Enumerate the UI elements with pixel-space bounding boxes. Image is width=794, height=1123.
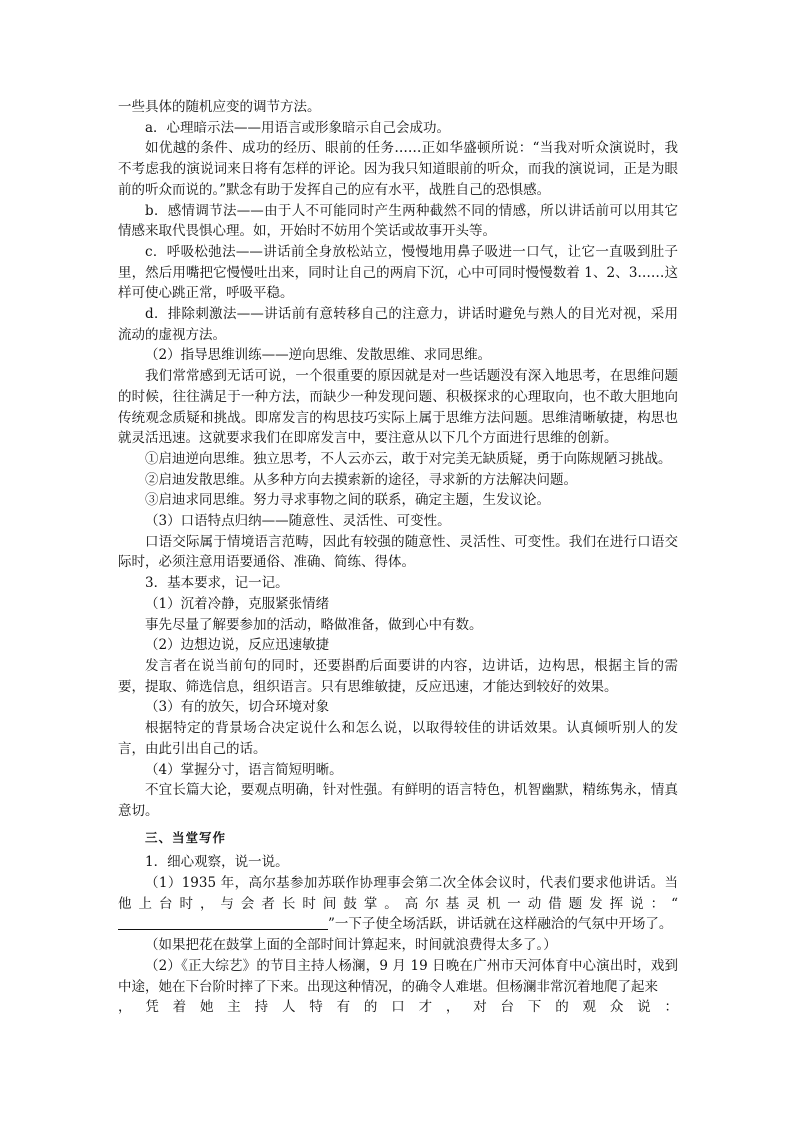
paragraph: （3）口语特点归纳——随意性、灵活性、可变性。 — [145, 513, 451, 530]
question-2: （2）《正大综艺》的节目主持人杨澜，9 月 19 日晚在广州市天河体育中心演出时，戏到中途，她在下台阶时摔了下来。出现这种情况，的确令人难堪。但杨澜非常沉着地爬了起来 — [118, 957, 678, 995]
paragraph: 3．基本要求，记一记。 — [145, 575, 289, 592]
paragraph: ③启迪求同思维。努力寻求事物之间的联系，确定主题，生发议论。 — [145, 492, 550, 509]
paragraph: （3）有的放矢，切合环境对象 — [145, 699, 330, 716]
question-1-text: （1）1935 年，高尔基参加苏联作协理事会第二次全体会议时，代表们要求他讲话。当他上台时，与会者长时间鼓掌。高尔基灵机一动借题发挥说：“ — [118, 875, 678, 912]
paragraph: ①启迪逆向思维。独立思考，不人云亦云，敢于对完美无缺质疑，勇于向陈规陋习挑战。 — [145, 450, 672, 467]
document-page — [118, 97, 678, 1018]
paragraph: （2）指导思维训练——逆向思维、发散思维、求同思维。 — [145, 347, 492, 364]
question-1-tail: ”一下子使全场活跃，讲话就在这样融洽的气氛中开场了。 — [328, 916, 673, 933]
question-2-last-line: ，凭着她主持人特有的口才，对台下的观众说： — [118, 999, 678, 1016]
question-1 — [118, 873, 678, 935]
paragraph: 我们常常感到无话可说，一个很重要的原因就是对一些话题没有深入地思考，在思维问题的时候，往往满足于一种方法，而缺少一种发现问题、积极探求的心理取向，也不敢大胆地向传统观念质疑和挑战。即席发言的构思技巧实际上属于思维方法问题。思维清晰敏捷，构思也就灵活迅速。这就要求我们在即席发言中，要注意从以下几个方面进行思维的创新。 — [118, 368, 678, 447]
paragraph: d．排除刺激法——讲话前有意转移自己的注意力，讲话时避免与熟人的目光对视，采用流动的虚视方法。 — [118, 306, 678, 343]
paragraph: 一些具体的随机应变的调节方法。 — [118, 99, 321, 115]
exercise-item: 1．细心观察，说一说。 — [145, 854, 289, 871]
paragraph: b．感情调节法——由于人不可能同时产生两种截然不同的情感，所以讲话前可以用其它情感来取代畏惧心理。如，开始时不妨用个笑话或故事开头等。 — [118, 202, 678, 240]
paragraph: a．心理暗示法——用语言或形象暗示自己会成功。 — [145, 119, 451, 136]
answer-blank — [118, 915, 328, 930]
paragraph: （2）边想边说，反应迅速敏捷 — [145, 637, 330, 654]
paragraph: ②启迪发散思维。从多种方向去摸索新的途径，寻求新的方法解决问题。 — [145, 471, 577, 488]
paragraph: （1）沉着冷静，克服紧张情绪 — [145, 595, 330, 612]
paragraph: 事先尽量了解要参加的活动，略做准备，做到心中有数。 — [145, 616, 483, 633]
body-text — [118, 97, 678, 822]
paragraph: （4）掌握分寸，语言简短明晰。 — [145, 761, 343, 778]
section-heading: 三、当堂写作 — [145, 829, 227, 845]
paragraph: 如优越的条件、成功的经历、眼前的任务……正如华盛顿所说：“当我对听众演说时，我不考虑我的演说词来日将有怎样的评论。因为我只知道眼前的听众，而我的演说词，正是为眼前的听众而说的。”默念有助于发挥自己的应有水平，战胜自己的恐惧感。 — [118, 140, 678, 198]
paragraph: 发言者在说当前句的同时，还要斟酌后面要讲的内容，边讲话，边构思，根据主旨的需要，提取、筛选信息，组织语言。只有思维敏捷，反应迅速，才能达到较好的效果。 — [118, 657, 678, 695]
paragraph: c．呼吸松弛法——讲话前全身放松站立，慢慢地用鼻子吸进一口气，让它一直吸到肚子里，然后用嘴把它慢慢吐出来，同时让自己的两肩下沉，心中可同时慢慢数着 1、2、3……这样可使心跳正常，呼吸平稳。 — [118, 243, 678, 302]
paragraph: 口语交际属于情境语言范畴，因此有较强的随意性、灵活性、可变性。我们在进行口语交际时，必须注意用语要通俗、准确、简练、得体。 — [118, 533, 678, 571]
paragraph: 根据特定的背景场合决定说什么和怎么说，以取得较佳的讲话效果。认真倾听别人的发言，由此引出自己的话。 — [118, 720, 678, 757]
question-1-answer: （如果把花在鼓掌上面的全部时间计算起来，时间就浪费得太多了。） — [145, 937, 557, 954]
paragraph: 不宜长篇大论，要观点明确，针对性强。有鲜明的语言特色，机智幽默，精练隽永，情真意切。 — [118, 782, 678, 819]
